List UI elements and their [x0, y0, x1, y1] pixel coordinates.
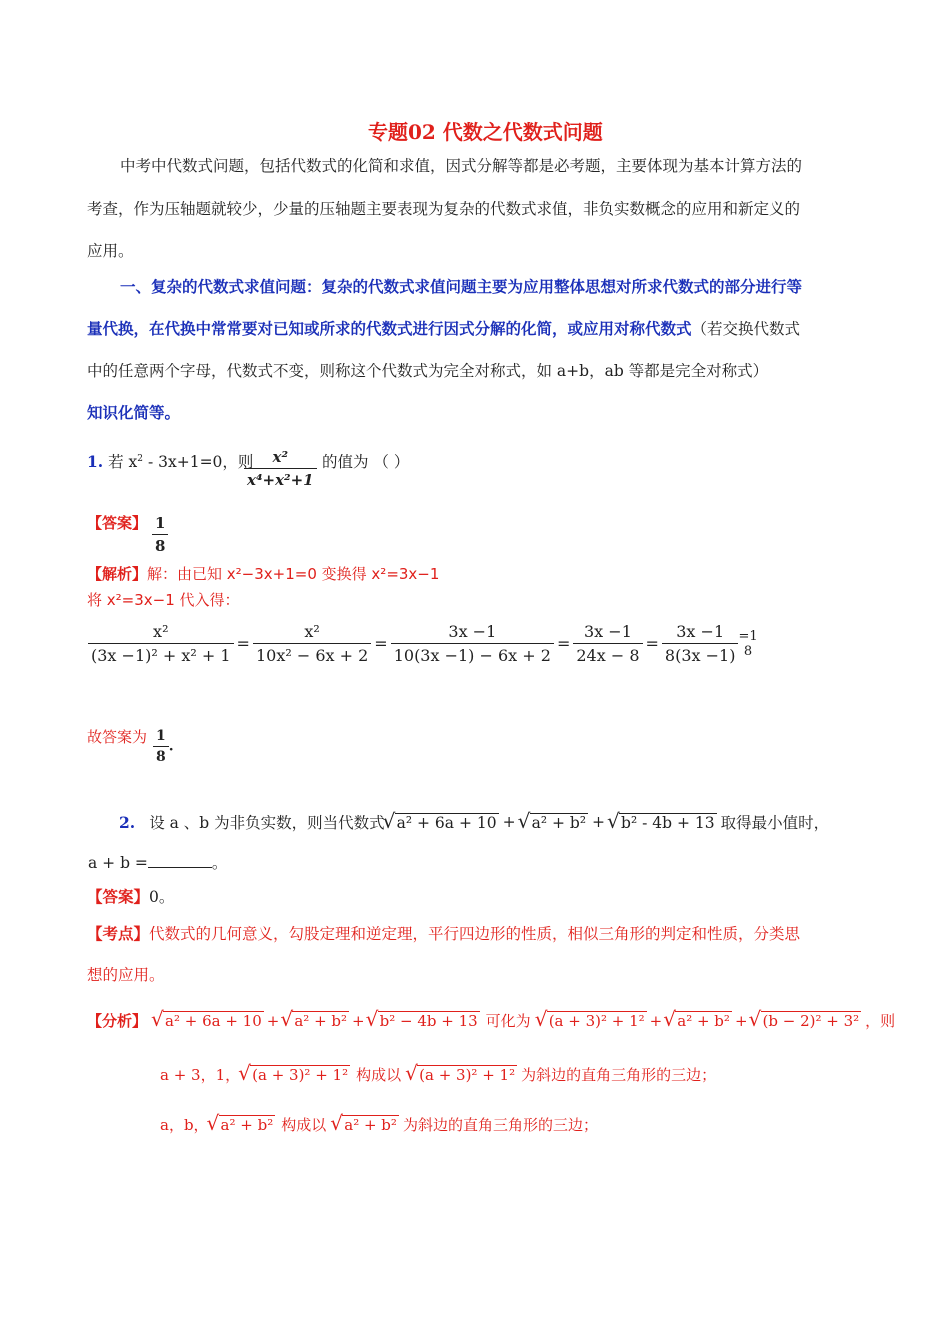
fx-radical-1-body: a² + 6a + 10 — [165, 1012, 262, 1030]
q1-text-a: 若 x — [108, 453, 138, 471]
l3-prefix: a，b， — [160, 1116, 209, 1134]
q2-radical-2 — [520, 813, 588, 832]
q2-line-2 — [88, 851, 227, 873]
q2-fenxi-label: 【分析】 — [87, 1012, 148, 1030]
fx-radical-4-body: (a + 3)² + 1² — [548, 1012, 645, 1030]
q2-kaodian-line-1 — [87, 922, 800, 944]
l3-mid-text: 构成以 — [281, 1116, 327, 1134]
l3-radical-2-body: a² + b² — [344, 1116, 397, 1134]
section1-line-2 — [87, 317, 800, 339]
q1-stem: 1. 若 $x^2 - 3x+1=0$，则 — [87, 452, 254, 471]
fx-radical-3 — [368, 1011, 480, 1030]
q2-text-a: 设 a 、b 为非负实数，则当代数式 — [149, 814, 385, 832]
eq-sign-4: = — [645, 634, 659, 653]
fx-radical-4 — [537, 1011, 647, 1030]
eq-frac-4 — [573, 622, 642, 665]
fx-mid-text: 可化为 — [485, 1012, 531, 1030]
q1-text-b: - 3x+1=0，则 — [143, 453, 254, 471]
l2-mid-text: 构成以 — [356, 1066, 402, 1084]
eq-frac-5 — [662, 622, 739, 665]
eq-sign-2: = — [374, 634, 388, 653]
eq-result — [738, 629, 757, 659]
section1-line-2-tail: （若交换代数式 — [691, 320, 801, 338]
q2-radical-3 — [609, 813, 717, 832]
eq-frac-2-den: 10x² − 6x + 2 — [253, 643, 371, 665]
q2-line-2-tail: 。 — [211, 854, 228, 872]
q2-text-b: 取得最小值时， — [720, 814, 830, 832]
q2-line-2-expr: a + b = — [88, 854, 148, 872]
eq-frac-3-den: 10(3x −1) − 6x + 2 — [391, 643, 554, 665]
fx-radical-2-body: a² + b² — [294, 1012, 348, 1030]
fx-radical-6 — [751, 1011, 862, 1030]
l2-tail-text: 为斜边的直角三角形的三边； — [521, 1066, 717, 1084]
eq-sign-3: = — [556, 634, 571, 653]
l3-radical-1-body: a² + b² — [220, 1116, 274, 1134]
fx-radical-1 — [153, 1011, 264, 1030]
l2-radical-2 — [407, 1065, 517, 1084]
l2-radical-1-body: (a + 3)² + 1² — [252, 1066, 349, 1084]
intro-line-1: 中考中代数式问题，包括代数式的化简和求值，因式分解等都是必考题，主要体现为基本计算方法的 — [120, 157, 803, 175]
q1-conclusion-tail: . — [168, 738, 174, 755]
q1-analysis — [87, 563, 439, 584]
q2-kaodian-line-2: 想的应用。 — [87, 966, 165, 984]
q1-answer-label: 【答案】 — [87, 514, 148, 532]
eq-frac-4-num: 3x −1 — [584, 622, 632, 641]
q2-kaodian-label: 【考点】 — [87, 924, 150, 943]
eq-frac-1 — [88, 622, 234, 665]
l2-radical-2-body: (a + 3)² + 1² — [419, 1066, 516, 1084]
eq-frac-5-den: 8(3x −1) — [662, 643, 739, 665]
eq-result-num: =1 — [738, 628, 758, 644]
q1-text-c: 的值为 （ ） — [322, 453, 410, 471]
q2-number: 2. — [119, 812, 136, 832]
q1-conclusion: 故答案为 — [87, 728, 148, 746]
q2-fenxi-line-1: 【分析】 √ a² + 6a + 10 + √ a² + b² + √ b² − 4b + 13 可化为 √ (a + 3)² + 1² + √ a² + b² + √ (b − 2)² + 3² ，则 — [87, 1010, 895, 1031]
q2-answer-blank — [148, 853, 212, 868]
intro-line-2: 考查，作为压轴题就较少，少量的压轴题主要表现为复杂的代数式求值，非负实数概念的应用和新定义的 — [87, 200, 801, 218]
eq-frac-1-den: (3x −1)² + x² + 1 — [88, 643, 234, 665]
q2-stem: 2. 设 a 、b 为非负实数，则当代数式 √ a² + 6a + 10 + √ a² + b² + √ b² - 4b + 13 取得最小值时， — [119, 811, 829, 833]
l2-radical-1 — [240, 1065, 350, 1084]
eq-sign-1: = — [236, 634, 250, 653]
intro-line-3: 应用。 — [87, 242, 134, 260]
section1-line-4: 知识化简等。 — [87, 403, 181, 422]
q2-radical-1-body: a² + 6a + 10 — [396, 813, 497, 832]
fx-radical-3-body: b² − 4b + 13 — [379, 1012, 478, 1030]
q2-radical-2-body: a² + b² — [531, 813, 587, 832]
l3-tail-text: 为斜边的直角三角形的三边； — [402, 1116, 598, 1134]
q1-answer-den: 8 — [152, 534, 168, 555]
q2-answer — [87, 885, 174, 907]
q1-frac-den: x⁴+x²+1 — [244, 468, 317, 489]
q2-kaodian-text-1: 代数式的几何意义，勾股定理和逆定理，平行四边形的性质，相似三角形的判定和性质，分类思 — [149, 925, 801, 943]
q2-answer-label: 【答案】 — [87, 887, 150, 906]
eq-frac-4-den: 24x − 8 — [573, 643, 642, 665]
section1-line-1: 一、复杂的代数式求值问题：复杂的代数式求值问题主要为应用整体思想对所求代数式的部分进行等 — [120, 277, 803, 296]
q1-substitute: 将 x²=3x−1 代入得： — [87, 591, 240, 609]
l3-radical-2 — [332, 1115, 399, 1134]
q2-radical-1 — [385, 813, 499, 832]
q1-analysis-text: 解：由已知 x²−3x+1=0 变换得 x²=3x−1 — [147, 565, 440, 583]
eq-result-den: 8 — [743, 643, 753, 659]
q2-answer-value: 0。 — [149, 888, 175, 906]
page-title: 专题02 代数之代数式问题 — [368, 120, 603, 144]
q1-answer-num: 1 — [155, 514, 166, 532]
eq-frac-2-num: x² — [304, 622, 320, 641]
q1-number: 1. — [87, 452, 104, 471]
q1-conclusion-fraction — [153, 728, 174, 765]
q1-equation-chain — [88, 622, 758, 665]
section1-line-3: 中的任意两个字母，代数式不变，则称这个代数式为完全对称式，如 a+b，ab 等都是完全对称式） — [87, 362, 769, 380]
q2-fenxi-line-3 — [160, 1114, 598, 1135]
q1-conclusion-num: 1 — [156, 728, 166, 744]
fx-radical-5-body: a² + b² — [677, 1012, 730, 1030]
q1-fraction — [244, 448, 317, 489]
l2-prefix: a + 3，1， — [160, 1066, 241, 1084]
eq-frac-5-num: 3x −1 — [676, 622, 725, 641]
q1-frac-num: x² — [272, 448, 289, 466]
fx-tail-text: ，则 — [865, 1012, 896, 1030]
fx-radical-6-body: (b − 2)² + 3² — [762, 1012, 860, 1030]
q1-answer-fraction — [152, 514, 168, 555]
section1-line-2-bold: 量代换，在代换中常常要对已知或所求的代数式进行因式分解的化简，或应用对称代数式 — [87, 319, 692, 338]
eq-frac-2 — [253, 622, 371, 665]
q2-radical-3-body: b² - 4b + 13 — [621, 813, 715, 832]
fx-radical-5 — [665, 1011, 732, 1030]
eq-frac-3-num: 3x −1 — [448, 622, 497, 641]
fx-radical-2 — [282, 1011, 349, 1030]
l3-radical-1 — [209, 1115, 276, 1134]
q2-fenxi-line-2 — [160, 1064, 716, 1085]
q1-conclusion-den: 8 — [153, 746, 169, 765]
eq-frac-1-num: x² — [153, 622, 169, 641]
eq-frac-3 — [391, 622, 554, 665]
q1-analysis-label: 【解析】 — [87, 565, 148, 583]
